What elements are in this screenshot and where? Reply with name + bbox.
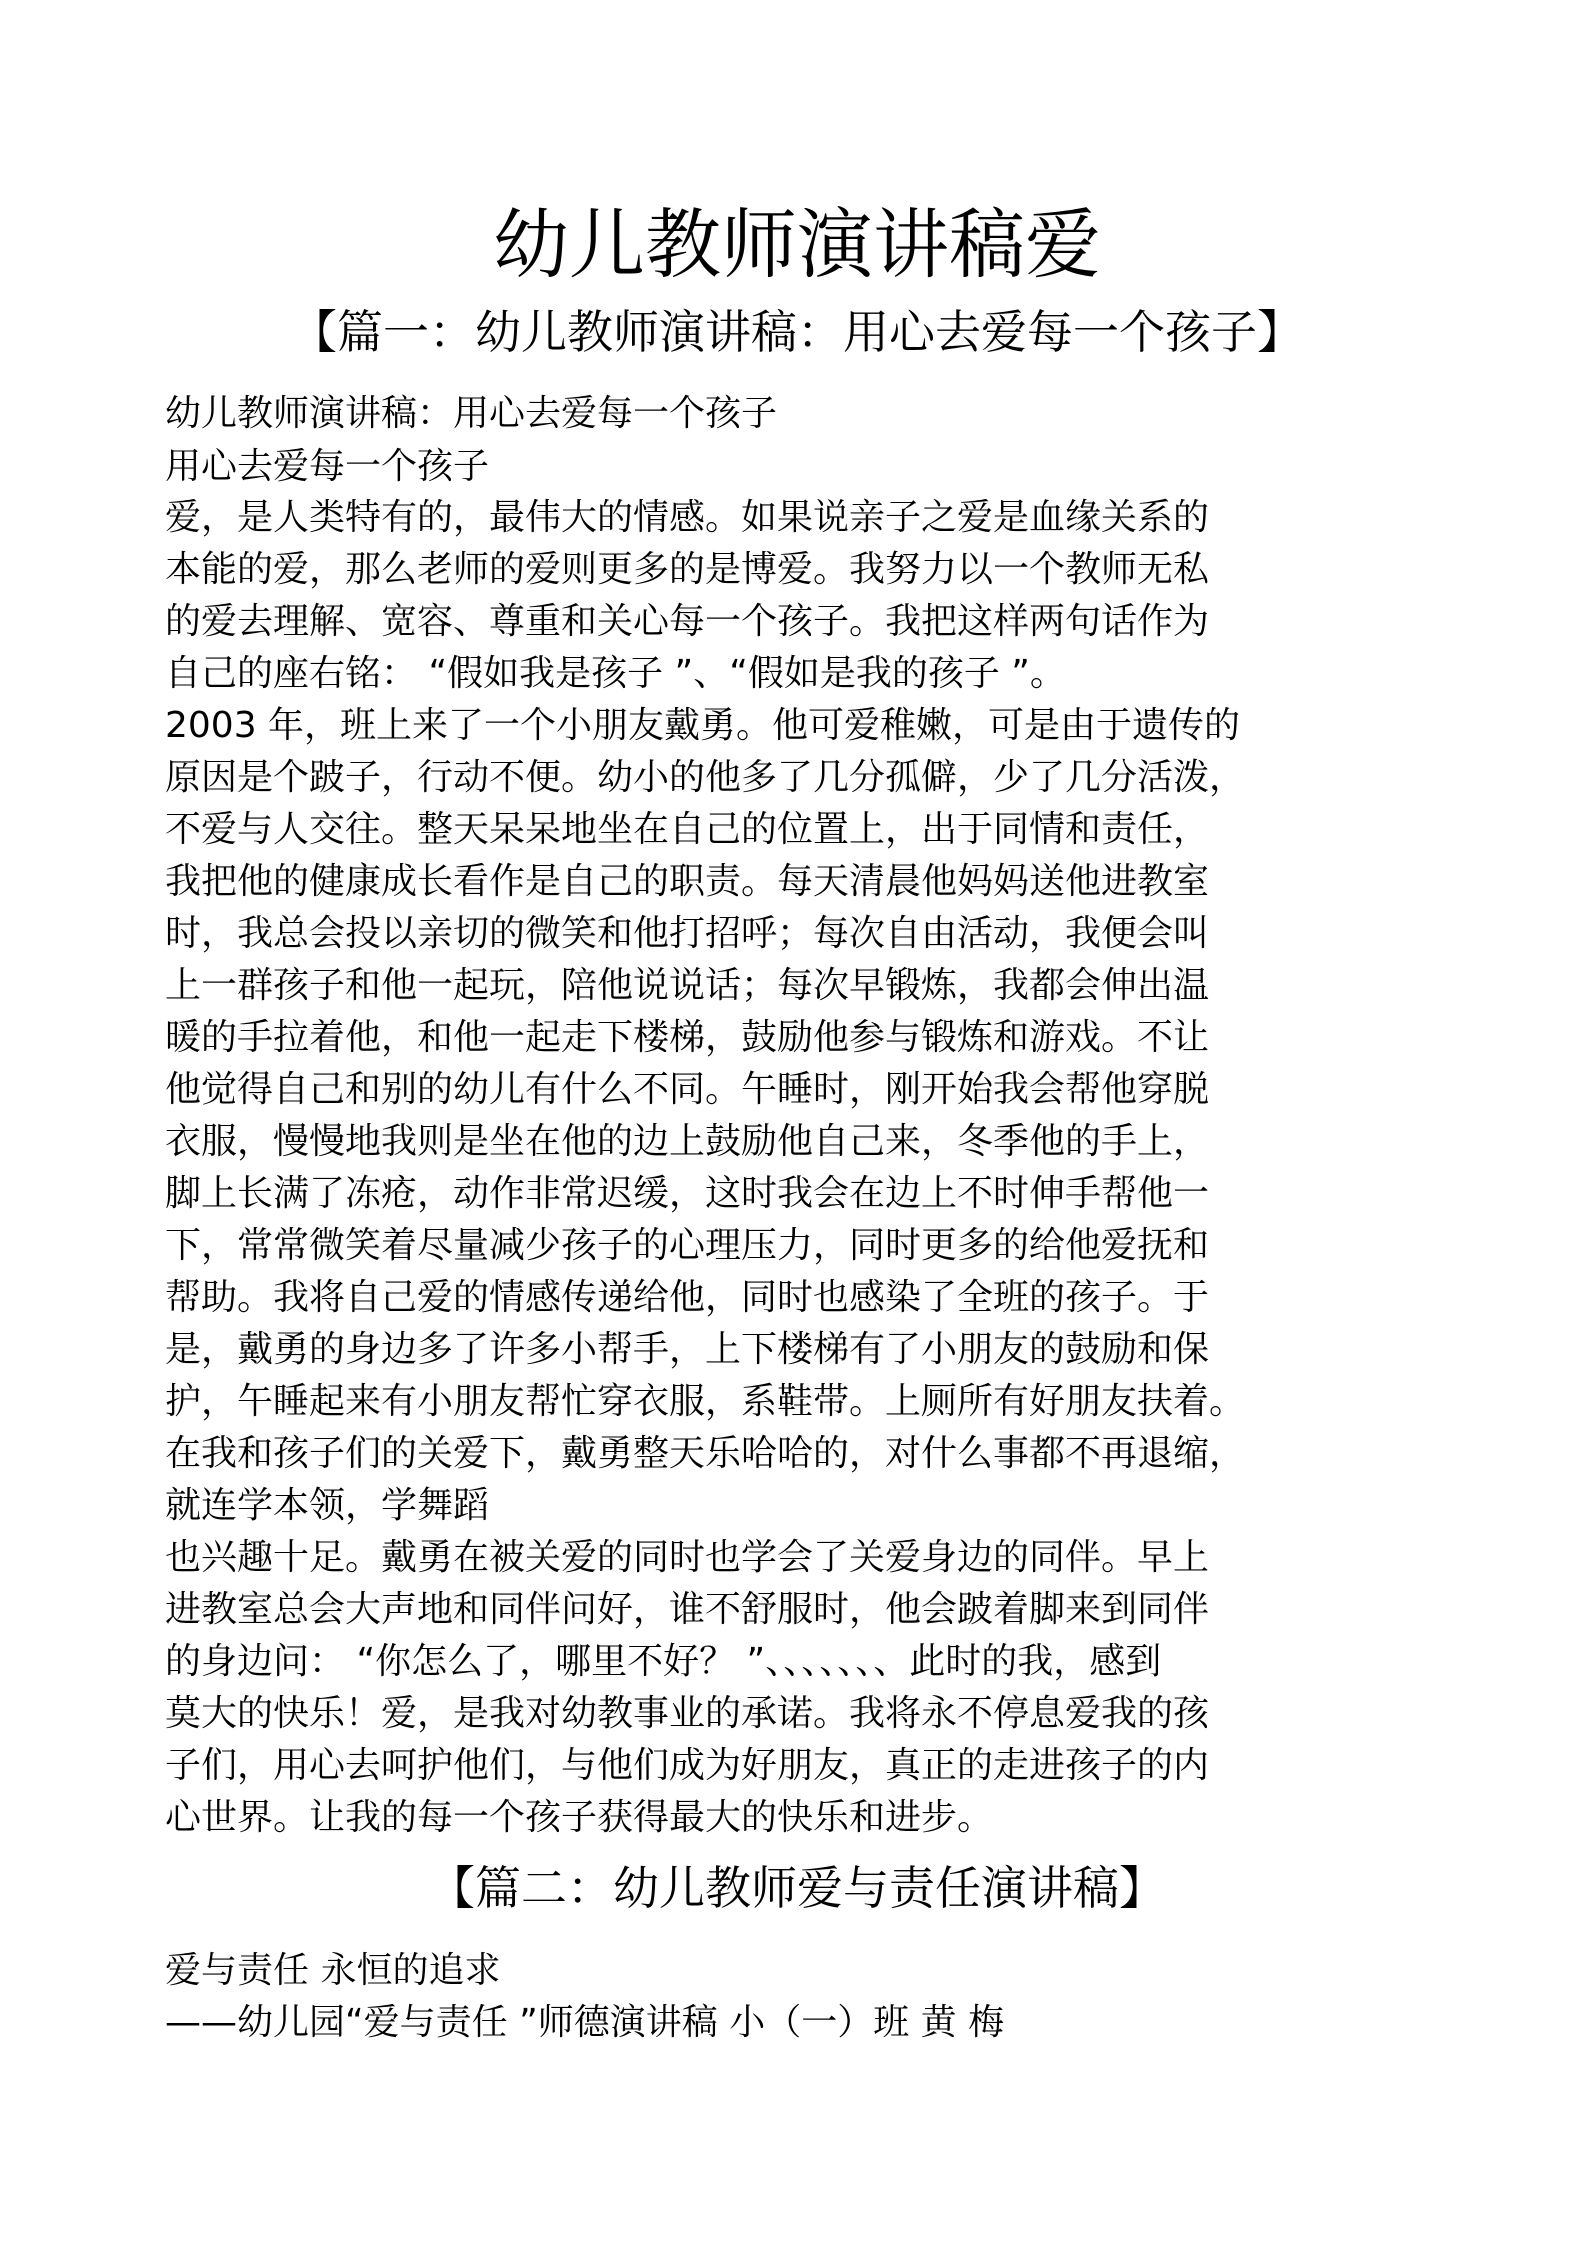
body-line: 自己的座右铭： “假如我是孩子 ”、“假如是我的孩子 ”。 <box>165 653 1066 694</box>
body-line: 幼儿教师演讲稿：用心去爱每一个孩子 <box>165 393 778 434</box>
body-line: 心世界。让我的每一个孩子获得最大的快乐和进步。 <box>165 1797 994 1838</box>
body-line: 用心去爱每一个孩子 <box>165 446 490 487</box>
body-line: 护，午睡起来有小朋友帮忙穿衣服，系鞋带。上厕所有好朋友扶着。 <box>165 1381 1246 1422</box>
body-line: 他觉得自己和别的幼儿有什么不同。午睡时，刚开始我会帮他穿脱 <box>165 1069 1210 1110</box>
document-title: 幼儿教师演讲稿爱 <box>493 200 1101 289</box>
body-line: 是，戴勇的身边多了许多小帮手，上下楼梯有了小朋友的鼓励和保 <box>165 1329 1210 1370</box>
body-line: 我把他的健康成长看作是自己的职责。每天清晨他妈妈送他进教室 <box>165 861 1210 902</box>
section-heading-1: 【篇一：幼儿教师演讲稿：用心去爱每一个孩子】 <box>291 305 1303 359</box>
body-line: 子们，用心去呵护他们，与他们成为好朋友，真正的走进孩子的内 <box>165 1745 1210 1786</box>
body-line: 进教室总会大声地和同伴问好，谁不舒服时，他会跛着脚来到同伴 <box>165 1589 1210 1630</box>
body-line: 本能的爱，那么老师的爱则更多的是博爱。我努力以一个教师无私 <box>165 549 1210 590</box>
body-line: 脚上长满了冻疮，动作非常迟缓，这时我会在边上不时伸手帮他一 <box>165 1173 1210 1214</box>
body-line: 上一群孩子和他一起玩，陪他说说话；每次早锻炼，我都会伸出温 <box>165 965 1210 1006</box>
body-line: 衣服，慢慢地我则是坐在他的边上鼓励他自己来，冬季他的手上， <box>165 1121 1210 1162</box>
body-line: 下，常常微笑着尽量减少孩子的心理压力，同时更多的给他爱抚和 <box>165 1225 1210 1266</box>
body-line: 就连学本领，学舞蹈 <box>165 1485 490 1526</box>
body-line: ——幼儿园“爱与责任 ”师德演讲稿 小（一）班 黄 梅 <box>165 2002 1005 2043</box>
body-line: 2003 年，班上来了一个小朋友戴勇。他可爱稚嫩，可是由于遗传的 <box>165 705 1241 746</box>
body-line: 不爱与人交往。整天呆呆地坐在自己的位置上，出于同情和责任， <box>165 809 1210 850</box>
body-line: 帮助。我将自己爱的情感传递给他，同时也感染了全班的孩子。于 <box>165 1277 1210 1318</box>
body-line: 的身边问： “你怎么了，哪里不好？ ”、、、、、、、此时的我，感到 <box>165 1641 1162 1682</box>
body-line: 爱与责任 永恒的追求 <box>165 1950 501 1991</box>
body-line: 爱，是人类特有的，最伟大的情感。如果说亲子之爱是血缘关系的 <box>165 497 1210 538</box>
body-line: 莫大的快乐！爱，是我对幼教事业的承诺。我将永不停息爱我的孩 <box>165 1693 1210 1734</box>
body-line: 在我和孩子们的关爱下，戴勇整天乐哈哈的，对什么事都不再退缩， <box>165 1433 1246 1474</box>
body-line: 也兴趣十足。戴勇在被关爱的同时也学会了关爱身边的同伴。早上 <box>165 1537 1210 1578</box>
body-line: 的爱去理解、宽容、尊重和关心每一个孩子。我把这样两句话作为 <box>165 601 1210 642</box>
body-line: 时，我总会投以亲切的微笑和他打招呼；每次自由活动，我便会叫 <box>165 913 1210 954</box>
section-heading-2: 【篇二：幼儿教师爱与责任演讲稿】 <box>429 1861 1165 1915</box>
body-line: 暖的手拉着他，和他一起走下楼梯，鼓励他参与锻炼和游戏。不让 <box>165 1017 1210 1058</box>
body-line: 原因是个跛子，行动不便。幼小的他多了几分孤僻，少了几分活泼， <box>165 757 1246 798</box>
